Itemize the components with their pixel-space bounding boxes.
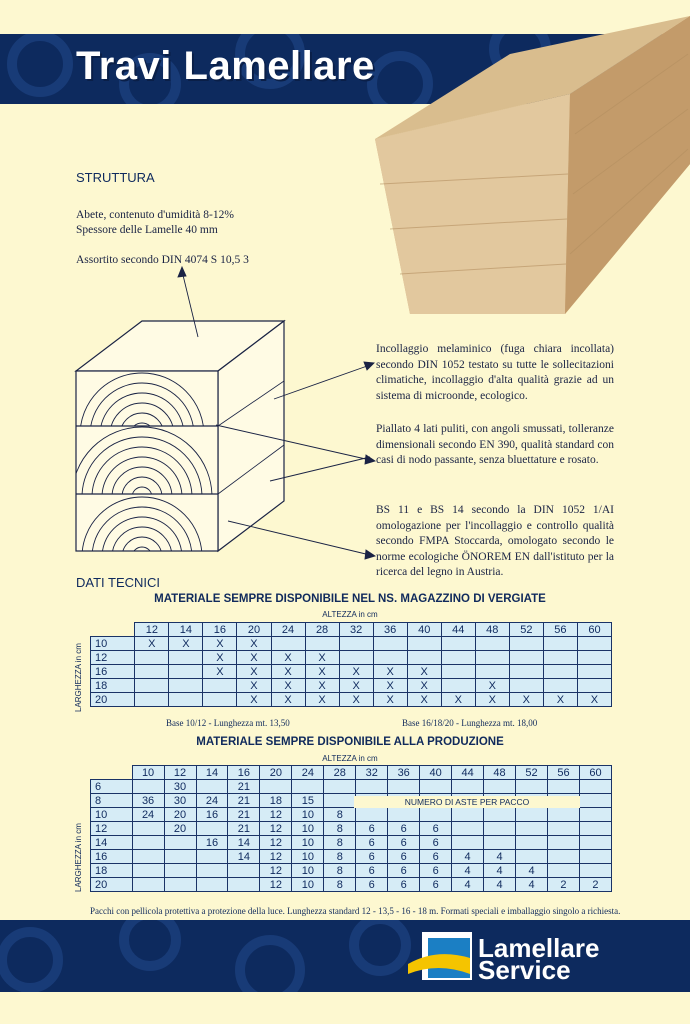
table1 bbox=[90, 622, 612, 707]
table2-cell: 4 bbox=[452, 850, 484, 864]
table2-cell bbox=[579, 850, 611, 864]
table2-cell bbox=[516, 808, 548, 822]
logo-text-service: Service bbox=[478, 955, 571, 985]
table2-cell bbox=[356, 780, 388, 794]
table2-cell bbox=[324, 794, 356, 808]
table1-cell bbox=[407, 637, 441, 651]
table2-cell: 4 bbox=[452, 864, 484, 878]
table2-cell bbox=[196, 878, 228, 892]
table2-row-header: 14 bbox=[91, 836, 133, 850]
table2-cell: 15 bbox=[292, 794, 324, 808]
table2-cell bbox=[132, 864, 164, 878]
table1-cell bbox=[509, 679, 543, 693]
table1-note-left: Base 10/12 - Lunghezza mt. 13,50 bbox=[166, 718, 290, 728]
table1-cell bbox=[203, 679, 237, 693]
table1-cell bbox=[169, 679, 203, 693]
table1-cell bbox=[577, 679, 611, 693]
table1-cell: X bbox=[407, 679, 441, 693]
table2-cell: 6 bbox=[388, 822, 420, 836]
table1-larghezza-label: LARGHEZZA in cm bbox=[74, 643, 83, 712]
table2-cell: 10 bbox=[292, 864, 324, 878]
logo-text-lamellare: Lamellare bbox=[478, 933, 600, 963]
table2-cell bbox=[196, 850, 228, 864]
table2-cell: 18 bbox=[260, 794, 292, 808]
table2-col-header: 10 bbox=[132, 766, 164, 780]
table2-cell bbox=[132, 850, 164, 864]
table2-cell bbox=[579, 836, 611, 850]
table1-cell bbox=[135, 651, 169, 665]
table2-cell bbox=[228, 878, 260, 892]
table2-cell bbox=[132, 822, 164, 836]
table2-cell: 6 bbox=[388, 864, 420, 878]
table1-cell bbox=[543, 679, 577, 693]
table2-cell bbox=[452, 836, 484, 850]
table2-altezza-label: ALTEZZA in cm bbox=[322, 754, 378, 763]
dati-tecnici-heading: DATI TECNICI bbox=[76, 575, 161, 590]
table2-cell bbox=[164, 878, 196, 892]
table2-col-header: 40 bbox=[420, 766, 452, 780]
table2-cell: 16 bbox=[196, 836, 228, 850]
table2-cell bbox=[579, 864, 611, 878]
table2-cell: 8 bbox=[324, 836, 356, 850]
wood-beam-image bbox=[370, 14, 690, 320]
table2-row bbox=[91, 850, 612, 864]
table2-cell bbox=[164, 836, 196, 850]
struttura-heading: STRUTTURA bbox=[76, 170, 155, 185]
table2-cell: 8 bbox=[324, 850, 356, 864]
table2-cell bbox=[356, 808, 388, 822]
table2-cell: 10 bbox=[292, 808, 324, 822]
table1-cell bbox=[543, 637, 577, 651]
table2-cell bbox=[516, 780, 548, 794]
table1-cell bbox=[543, 651, 577, 665]
table2-cell bbox=[132, 878, 164, 892]
table2-cell bbox=[484, 808, 516, 822]
table2-row-header: 18 bbox=[91, 864, 133, 878]
table2-row bbox=[91, 808, 612, 822]
table2-cell bbox=[547, 780, 579, 794]
table1-cell bbox=[509, 651, 543, 665]
table2-cell bbox=[547, 850, 579, 864]
table1-col-header: 60 bbox=[577, 623, 611, 637]
table1-cell: X bbox=[305, 651, 339, 665]
table1-cell bbox=[135, 693, 169, 707]
table1-col-header: 16 bbox=[203, 623, 237, 637]
table1-cell bbox=[135, 679, 169, 693]
table1-col-header: 20 bbox=[237, 623, 271, 637]
table1-cell: X bbox=[169, 637, 203, 651]
table1-row-header: 16 bbox=[91, 665, 135, 679]
table2-cell bbox=[484, 822, 516, 836]
table2-cell bbox=[579, 780, 611, 794]
table2-cell: 8 bbox=[324, 808, 356, 822]
table1-row-header: 18 bbox=[91, 679, 135, 693]
table2-cell: 21 bbox=[228, 780, 260, 794]
table2-footnote: Pacchi con pellicola protettiva a protezione della luce. Lunghezza standard 12 - 13,5 - 16 - 18 m. Formati speciali e imballaggio singolo a richiesta. bbox=[90, 906, 621, 916]
table2-cell bbox=[547, 822, 579, 836]
table1-col-header: 32 bbox=[339, 623, 373, 637]
table1-cell: X bbox=[237, 693, 271, 707]
table2-cell: 8 bbox=[324, 822, 356, 836]
table2-cell: 6 bbox=[356, 836, 388, 850]
table2-cell: 12 bbox=[260, 822, 292, 836]
table1-cell: X bbox=[577, 693, 611, 707]
table2-cell: 10 bbox=[292, 836, 324, 850]
page-title: Travi Lamellare bbox=[76, 44, 375, 88]
table1-row bbox=[91, 651, 612, 665]
table1-cell bbox=[339, 637, 373, 651]
struttura-line-3: Assortito secondo DIN 4074 S 10,5 3 bbox=[76, 254, 249, 266]
table1-cell bbox=[373, 651, 407, 665]
table2-cell bbox=[292, 780, 324, 794]
table2-row bbox=[91, 822, 612, 836]
note-incollaggio: Incollaggio melaminico (fuga chiara incollata) secondo DIN 1052 testato su tutte le sollecitazioni climatiche, incollaggio d'alta qualità grazie ad un sistema di microonde, ecologico. bbox=[376, 343, 614, 402]
table1-row-header: 12 bbox=[91, 651, 135, 665]
table1-cell: X bbox=[237, 665, 271, 679]
table1-cell bbox=[441, 637, 475, 651]
logo-mark bbox=[408, 928, 474, 984]
table2-cell bbox=[196, 780, 228, 794]
table1-cell: X bbox=[305, 679, 339, 693]
table1-cell: X bbox=[271, 665, 305, 679]
table2-row bbox=[91, 836, 612, 850]
table2-cell: 14 bbox=[228, 836, 260, 850]
table1-cell bbox=[305, 637, 339, 651]
table1-cell bbox=[339, 651, 373, 665]
table1-cell: X bbox=[135, 637, 169, 651]
table1-cell: X bbox=[271, 651, 305, 665]
table2-col-header: 20 bbox=[260, 766, 292, 780]
table2-cell bbox=[579, 794, 611, 808]
table2-cell: 6 bbox=[356, 864, 388, 878]
table2-cell: 30 bbox=[164, 780, 196, 794]
table2-larghezza-label: LARGHEZZA in cm bbox=[74, 823, 83, 892]
table2-cell: 16 bbox=[196, 808, 228, 822]
table1-cell: X bbox=[373, 679, 407, 693]
table2-cell: 6 bbox=[388, 836, 420, 850]
table2-cell: 6 bbox=[356, 878, 388, 892]
table1-cell bbox=[509, 665, 543, 679]
table1-cell bbox=[169, 665, 203, 679]
table1-cell: X bbox=[543, 693, 577, 707]
table2-cell bbox=[547, 836, 579, 850]
table2-col-header: 52 bbox=[516, 766, 548, 780]
table1-cell: X bbox=[475, 693, 509, 707]
table2-row-header: 10 bbox=[91, 808, 133, 822]
table2-cell bbox=[388, 808, 420, 822]
table1-cell: X bbox=[373, 693, 407, 707]
table1-cell: X bbox=[203, 665, 237, 679]
table1-row-header: 20 bbox=[91, 693, 135, 707]
struttura-line-1: Abete, contenuto d'umidità 8-12% bbox=[76, 209, 234, 221]
table1-cell bbox=[135, 665, 169, 679]
table2-row-header: 8 bbox=[91, 794, 133, 808]
table2-cell: 4 bbox=[484, 864, 516, 878]
table1-cell bbox=[271, 637, 305, 651]
table1-cell bbox=[509, 637, 543, 651]
table2-cell: 21 bbox=[228, 822, 260, 836]
table2-cell bbox=[420, 808, 452, 822]
table1-cell: X bbox=[407, 665, 441, 679]
table1-row-header: 10 bbox=[91, 637, 135, 651]
table1-cell bbox=[577, 665, 611, 679]
table2-cell: 6 bbox=[420, 836, 452, 850]
table2-cell: 4 bbox=[516, 878, 548, 892]
table2-cell: 6 bbox=[420, 822, 452, 836]
table2-col-header: 44 bbox=[452, 766, 484, 780]
table2-cell: 6 bbox=[356, 850, 388, 864]
table2-cell: 6 bbox=[420, 864, 452, 878]
table2-col-header: 14 bbox=[196, 766, 228, 780]
table1-col-header: 28 bbox=[305, 623, 339, 637]
table2-cell: 24 bbox=[132, 808, 164, 822]
table2-cell bbox=[516, 836, 548, 850]
table2-row bbox=[91, 878, 612, 892]
table2-col-header: 28 bbox=[324, 766, 356, 780]
table2-row bbox=[91, 864, 612, 878]
table2-cell: 30 bbox=[164, 794, 196, 808]
table2-cell: 24 bbox=[196, 794, 228, 808]
table1-cell: X bbox=[475, 679, 509, 693]
table1-cell: X bbox=[305, 665, 339, 679]
table1-col-header: 36 bbox=[373, 623, 407, 637]
table2-cell: 12 bbox=[260, 808, 292, 822]
table2-cell: 6 bbox=[420, 878, 452, 892]
table1-row bbox=[91, 637, 612, 651]
table1-cell: X bbox=[373, 665, 407, 679]
table2-cell bbox=[388, 780, 420, 794]
table1-row bbox=[91, 679, 612, 693]
table1-cell: X bbox=[339, 693, 373, 707]
table2-cell: 12 bbox=[260, 878, 292, 892]
table2-cell: 10 bbox=[292, 878, 324, 892]
table1-cell bbox=[577, 637, 611, 651]
table2-cell: 2 bbox=[579, 878, 611, 892]
table1-cell: X bbox=[441, 693, 475, 707]
table2-row-header: 16 bbox=[91, 850, 133, 864]
table2-cell: 4 bbox=[484, 850, 516, 864]
table2-cell: 12 bbox=[260, 850, 292, 864]
table2-row-header: 6 bbox=[91, 780, 133, 794]
table1-altezza-label: ALTEZZA in cm bbox=[322, 610, 378, 619]
note-bs: BS 11 e BS 14 secondo la DIN 1052 1/AI omologazione per l'incollaggio e controllo qualità secondo FMPA Stoccarda, omologato secondo le norme ecologiche ÖNOREM EN dall'istituto per la ricerca del legno in Austria. bbox=[376, 504, 614, 578]
table1-cell bbox=[543, 665, 577, 679]
table2-cell: 20 bbox=[164, 822, 196, 836]
table2-cell: 21 bbox=[228, 794, 260, 808]
table1-corner bbox=[91, 623, 135, 637]
table1-col-header: 40 bbox=[407, 623, 441, 637]
table2-cell: 2 bbox=[547, 878, 579, 892]
table2-cell bbox=[547, 808, 579, 822]
table1-cell: X bbox=[305, 693, 339, 707]
table2-cell bbox=[196, 864, 228, 878]
table2-cell: 10 bbox=[292, 822, 324, 836]
table1-cell: X bbox=[509, 693, 543, 707]
aste-per-pacco-label: NUMERO DI ASTE PER PACCO bbox=[354, 796, 580, 808]
table2-cell bbox=[516, 822, 548, 836]
table2-col-header: 24 bbox=[292, 766, 324, 780]
table1-cell bbox=[373, 637, 407, 651]
table1-cell: X bbox=[203, 651, 237, 665]
table1-cell: X bbox=[237, 651, 271, 665]
table2-cell bbox=[132, 780, 164, 794]
table2-col-header: 60 bbox=[579, 766, 611, 780]
table2-cell bbox=[484, 836, 516, 850]
table2-cell bbox=[452, 808, 484, 822]
table2-cell bbox=[547, 864, 579, 878]
table2-cell bbox=[164, 864, 196, 878]
table2-col-header: 16 bbox=[228, 766, 260, 780]
table2-cell bbox=[260, 780, 292, 794]
table2-col-header: 48 bbox=[484, 766, 516, 780]
table1-row bbox=[91, 665, 612, 679]
table2-row-header: 12 bbox=[91, 822, 133, 836]
beam-cross-section-diagram bbox=[70, 265, 380, 575]
table1-note-right: Base 16/18/20 - Lunghezza mt. 18,00 bbox=[402, 718, 538, 728]
table2-col-header: 32 bbox=[356, 766, 388, 780]
table1-cell bbox=[577, 651, 611, 665]
table2-title: MATERIALE SEMPRE DISPONIBILE ALLA PRODUZIONE bbox=[196, 736, 504, 748]
struttura-line-2: Spessore delle Lamelle 40 mm bbox=[76, 224, 218, 236]
table1-col-header: 24 bbox=[271, 623, 305, 637]
table2-cell bbox=[164, 850, 196, 864]
table2-cell: 6 bbox=[388, 878, 420, 892]
table2-cell: 12 bbox=[260, 864, 292, 878]
table2-cell bbox=[579, 822, 611, 836]
table2-cell bbox=[452, 780, 484, 794]
table2-cell: 6 bbox=[420, 850, 452, 864]
table2-row bbox=[91, 780, 612, 794]
table2-cell: 4 bbox=[516, 864, 548, 878]
table1-cell bbox=[475, 665, 509, 679]
table2-cell bbox=[420, 780, 452, 794]
table1-cell: X bbox=[407, 693, 441, 707]
table2-cell: 14 bbox=[228, 850, 260, 864]
table2-cell: 6 bbox=[388, 850, 420, 864]
table1-cell bbox=[169, 651, 203, 665]
table1-cell bbox=[407, 651, 441, 665]
table1-col-header: 48 bbox=[475, 623, 509, 637]
table2-col-header: 56 bbox=[547, 766, 579, 780]
table2-col-header: 36 bbox=[388, 766, 420, 780]
table2-cell bbox=[516, 850, 548, 864]
table2-cell: 36 bbox=[132, 794, 164, 808]
table1-col-header: 44 bbox=[441, 623, 475, 637]
table1-col-header: 14 bbox=[169, 623, 203, 637]
table2-cell bbox=[132, 836, 164, 850]
table2-cell bbox=[324, 780, 356, 794]
table2-cell: 6 bbox=[356, 822, 388, 836]
table2-row-header: 20 bbox=[91, 878, 133, 892]
table2-cell: 12 bbox=[260, 836, 292, 850]
table1-col-header: 52 bbox=[509, 623, 543, 637]
table1-cell bbox=[169, 693, 203, 707]
table2-cell: 10 bbox=[292, 850, 324, 864]
table2-cell bbox=[484, 780, 516, 794]
table2-cell bbox=[228, 864, 260, 878]
table2-cell bbox=[579, 808, 611, 822]
table1-title: MATERIALE SEMPRE DISPONIBILE NEL NS. MAGAZZINO DI VERGIATE bbox=[154, 593, 546, 605]
table1-cell bbox=[203, 693, 237, 707]
table1-cell bbox=[441, 651, 475, 665]
table1-cell: X bbox=[339, 665, 373, 679]
table2-cell: 20 bbox=[164, 808, 196, 822]
table2-cell: 21 bbox=[228, 808, 260, 822]
table1-cell: X bbox=[237, 679, 271, 693]
table2-cell bbox=[452, 822, 484, 836]
table2-cell: 4 bbox=[452, 878, 484, 892]
table1-cell bbox=[475, 651, 509, 665]
table1-cell: X bbox=[203, 637, 237, 651]
table2-col-header: 12 bbox=[164, 766, 196, 780]
table2-cell: 4 bbox=[484, 878, 516, 892]
table2-cell: 8 bbox=[324, 864, 356, 878]
table1-cell: X bbox=[237, 637, 271, 651]
table2-corner bbox=[91, 766, 133, 780]
table2-cell bbox=[196, 822, 228, 836]
table1-cell bbox=[441, 679, 475, 693]
table1-cell: X bbox=[271, 679, 305, 693]
note-piallato: Piallato 4 lati puliti, con angoli smussati, tolleranze dimensionali secondo EN 390, qualità standard con casi di nodo passante, senza bluettature e rosato. bbox=[376, 423, 614, 466]
table1-cell bbox=[441, 665, 475, 679]
table2-cell: 8 bbox=[324, 878, 356, 892]
table1-cell: X bbox=[271, 693, 305, 707]
table2 bbox=[90, 765, 612, 892]
table1-col-header: 56 bbox=[543, 623, 577, 637]
table1-cell: X bbox=[339, 679, 373, 693]
table1-row bbox=[91, 693, 612, 707]
table1-col-header: 12 bbox=[135, 623, 169, 637]
table1-cell bbox=[475, 637, 509, 651]
